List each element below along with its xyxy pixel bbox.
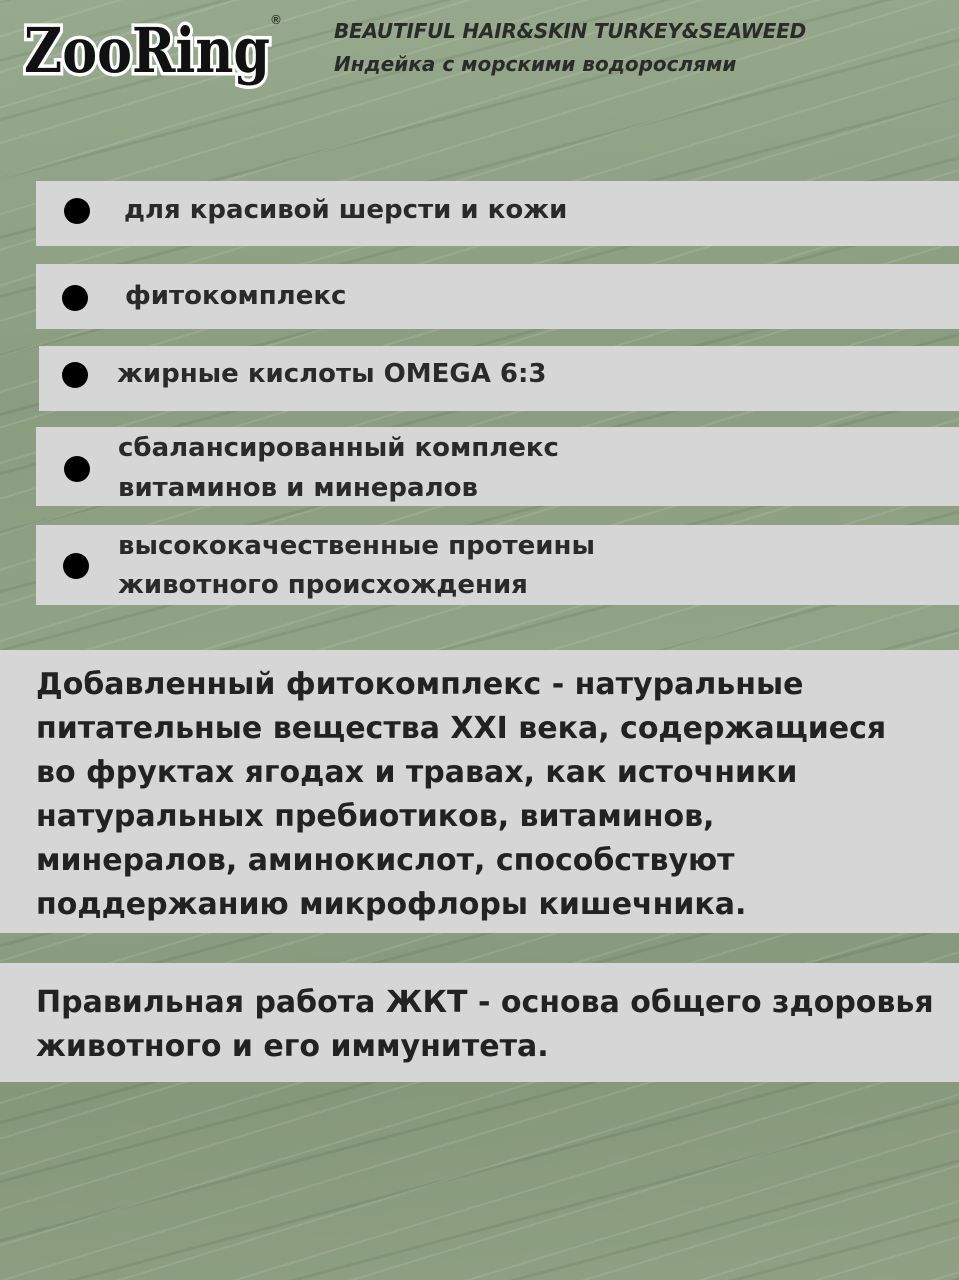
health-line: животного и его иммунитета. (36, 1029, 549, 1064)
feature-item (36, 181, 959, 246)
bullet-icon (62, 362, 88, 388)
registered-mark: ® (270, 13, 282, 27)
info-line: во фруктах ягодах и травах, как источники (36, 755, 798, 790)
feature-text-line-1: высококачественные протеины (118, 531, 595, 561)
feature-text: для красивой шерсти и кожи (124, 195, 568, 225)
info-line: минералов, аминокислот, способствуют (36, 843, 735, 878)
bullet-icon (64, 198, 90, 224)
bullet-icon (63, 553, 89, 579)
feature-item (36, 525, 959, 605)
brand-logo (18, 2, 286, 92)
product-name-ru: Индейка с морскими водорослями (334, 52, 737, 76)
feature-text: жирные кислоты OMEGA 6:3 (117, 359, 547, 389)
brand-logo-graphic (18, 2, 286, 92)
info-line: натуральных пребиотиков, витаминов, (36, 799, 715, 834)
feature-item (36, 264, 959, 329)
info-line: Добавленный фитокомплекс - натуральные (36, 667, 804, 702)
info-line: питательные вещества XXI века, содержащиеся (36, 711, 887, 746)
bullet-icon (64, 456, 90, 482)
feature-text: фитокомплекс (125, 281, 347, 311)
feature-item (39, 346, 959, 411)
feature-text-line-2: витаминов и минералов (118, 473, 478, 503)
health-line: Правильная работа ЖКТ - основа общего здоровья (36, 985, 934, 1020)
feature-text-line-2: животного происхождения (118, 570, 528, 600)
bullet-icon (62, 285, 88, 311)
product-name-en: BEAUTIFUL HAIR&SKIN TURKEY&SEAWEED (334, 19, 806, 43)
logo-text: ZooRing (24, 14, 270, 87)
info-line: поддержанию микрофлоры кишечника. (36, 887, 747, 922)
feature-text-line-1: сбалансированный комплекс (118, 433, 559, 463)
feature-item (36, 427, 959, 506)
